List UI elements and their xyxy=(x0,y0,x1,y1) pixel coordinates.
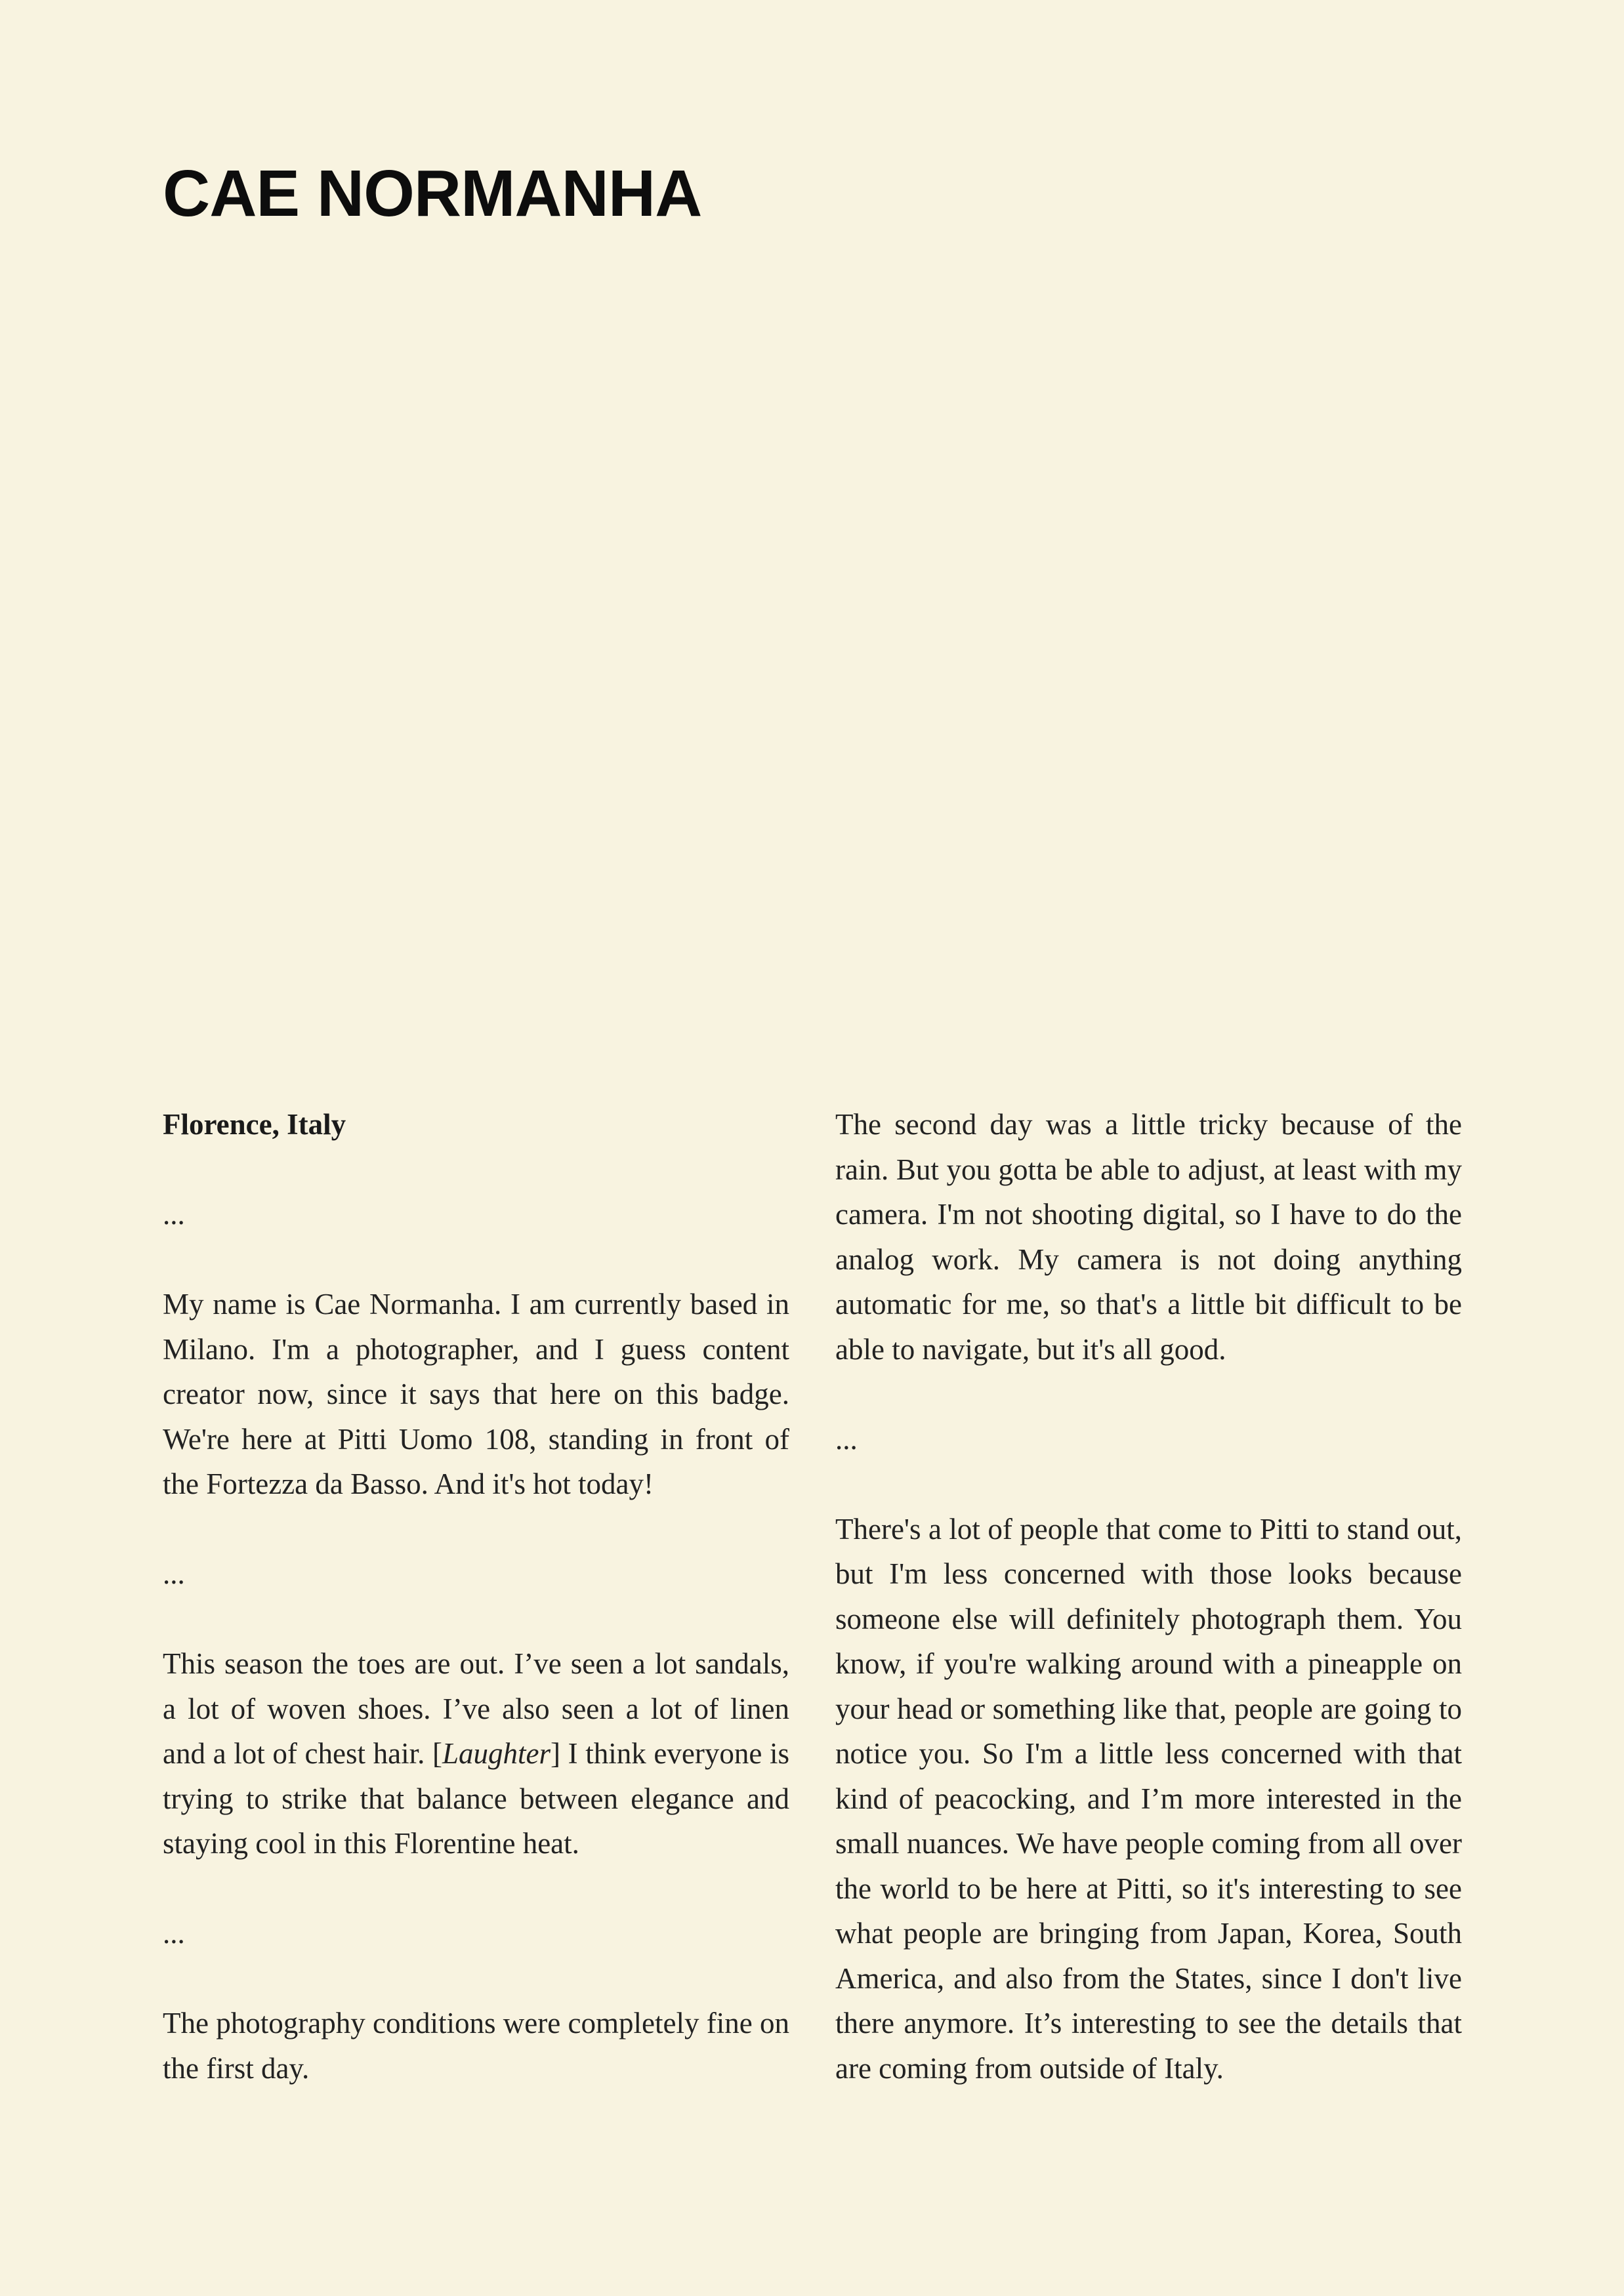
paragraph-second-day: The second day was a little tricky because of the rain. But you gotta be able to adjust, at least with my camera. I'm not shooting digital, so I have to do the analog work. My camera is not doing anything automatic for me, so that's a little bit difficult to be able to navigate, but it's all good. xyxy=(835,1108,1462,1366)
right-column xyxy=(835,1102,1462,2091)
paragraph-text: ] I think everyone is trying to strike that balance between elegance and staying cool in this Florentine heat. xyxy=(163,1737,789,1860)
section-separator: ... xyxy=(163,1917,185,1950)
paragraph-text: This season the toes are out. I’ve seen a lot sandals, a lot of woven shoes. I’ve also seen a lot of linen and a lot of chest hair. [ xyxy=(163,1647,789,1770)
paragraph-standing-out: There's a lot of people that come to Pitti to stand out, but I'm less concerned with those looks because someone else will definitely photograph them. You know, if you're walking around with a pineapple on your head or something like that, people are going to notice you. So I'm a little less concerned with that kind of peacocking, and I’m more interested in the small nuances. We have people coming from all over the world to be here at Pitti, so it's interesting to see what people are bringing from Japan, Korea, South America, and also from the States, since I don't live there anymore. It’s interesting to see the details that are coming from outside of Italy. xyxy=(835,1512,1462,2085)
paragraph-season-trends xyxy=(163,1641,789,1866)
section-separator: ... xyxy=(835,1422,858,1456)
page-title: CAE NORMANHA xyxy=(163,157,702,230)
left-column xyxy=(163,1102,789,2091)
section-separator: ... xyxy=(163,1557,185,1590)
laughter-annotation: Laughter xyxy=(442,1737,551,1770)
section-separator: ... xyxy=(163,1198,185,1231)
location-heading: Florence, Italy xyxy=(163,1108,346,1141)
paragraph-introduction: My name is Cae Normanha. I am currently based in Milano. I'm a photographer, and I guess content creator now, since it says that here on this badge. We're here at Pitti Uomo 108, standing in front of the Fortezza da Basso. And it's hot today! xyxy=(163,1288,789,1500)
paragraph-photography-conditions: The photography conditions were completely fine on the first day. xyxy=(163,2007,789,2085)
